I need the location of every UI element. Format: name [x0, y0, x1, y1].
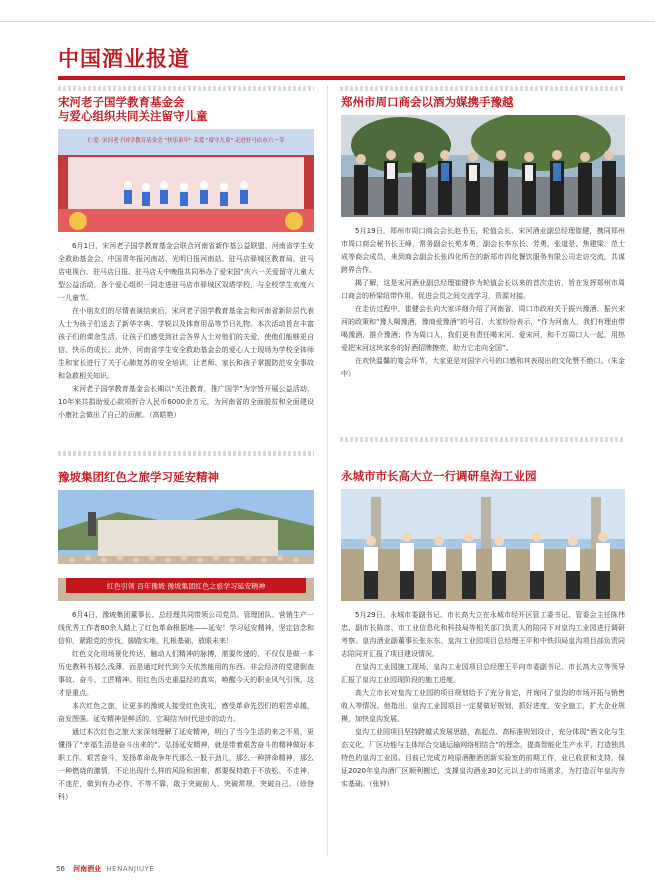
article-title: 永城市市长高大立一行调研皇沟工业园 [341, 469, 537, 483]
dash-rule-a4 [340, 437, 625, 442]
paragraph: 在走访过程中，崔健会长向大家详细介绍了河南省、周口市政府关于振兴豫酒、振兴宋河的政策和“豫人喝豫酒，豫商爱豫酒”的号召，大家纷纷表示，“作为河南人，我们有理由带喝豫酒，推介豫酒；作为周口人，我们更有责任喝宋河、爱宋河，和千万周口人一起，用热爱把宋河这块家乡的好酒招牌擦亮，助力它走向全国”。 [341, 305, 625, 352]
paragraph: 5月29日，永城市委副书记、市长高大立在永城市经开区管工委书记、管委会主任陈伟忠、副市长陈彦、市工业信息化和科技局等相关部门负责人的陪同下对皇沟工业园进行调研考察。皇沟酒业副董事长张东东、皇沟工业园项目总经理王平和中铁四局皇沟项目部负责同志陪同并汇报了项目建设情况。 [341, 611, 625, 658]
top-rule [0, 21, 655, 22]
article-photo [58, 490, 314, 601]
article-photo [58, 129, 314, 232]
article-body [58, 240, 314, 422]
paragraph: 5月19日，郑州市周口商会会长赵书玉，轮值会长、宋河酒业副总经理崔健，携同郑州市周口商会秘书长王峰，常务副会长苑本勇，副会长李东长、芳勇、张道是、焦建梁、范士成等商会成员，来到商会副会长张四化所在的新郑市四化餐饮服务有限公司走访交流，共谋跨界合作。 [341, 227, 625, 274]
paragraph: 高大立市长对皇沟工业园的项目规划给予了充分肯定，并询问了皇沟的市场开拓与销售收入等情况。他指出，皇沟工业园项目一定要做好规划，抓好进度，安全施工，扩大企业规模，加快皇沟发展。 [341, 689, 625, 723]
article-body [341, 609, 625, 791]
paragraph: 通过本次红色之旅大家深刻理解了延安精神，明白了当今生活的来之不易，更懂得了“幸福生活是奋斗出来的”。弘扬延安精神，就是带着艰苦奋斗的精神做好本职工作。艰苦奋斗，发扬革命战争年代那么一股干劲儿，那么一种拼命精神，那么一种燃烧的激情，不论出现什么样的风险和困难，都要保持敢于不放松、不走神，不迷茫，做到有办必作、不等不靠，敢于突破前人、突破常规，突破自己。（徐登科） [58, 728, 314, 801]
paragraph: 揭了解，这是宋河酒业副总经理崔健作为轮值会长以来的首次走访，旨在发挥郑州市周口商会的桥梁纽带作用，促进会员之间交流学习，资源对接。 [341, 279, 625, 300]
section-title: 中国酒业报道 [58, 47, 190, 71]
article-photo [341, 489, 625, 601]
dash-rule-a2 [340, 86, 625, 91]
paragraph: 皇沟工业园项目坚持跨越式发展思路，高起点、高标准规划设计，充分体现“酒文化与生态文化，厂区功能与主体综合交通运输网络相结合”的理念，提高智能化生产水平，打造独具特色的皇沟工业园。目前已完成万吨原酒酿酒创新实验室的前期工作，业已收获和支持，保证2020年皇沟酒厂区顺利搬迁，支撑皇沟酒业30亿元以上的市场需求，为打造百年皇沟夯实基础。（张钟） [341, 728, 625, 788]
article-title: 郑州市周口商会以酒为媒携手豫越 [341, 95, 514, 109]
article-zhoukou-chamber [341, 95, 625, 381]
paragraph: 在皇沟工业园施工现场，皇沟工业园项目总经理王平向市委副书记、市长高大立等领导汇报了皇沟工业园现阶段的施工进度。 [341, 663, 625, 684]
dash-rule-a1 [58, 86, 314, 91]
paragraph: 本次红色之旅，让更多的豫坡人接受红色洗礼，感受革命先烈们的艰苦卓越，奋发图强。延安精神是鲜活的，它凝结为时代进步的动力。 [58, 702, 314, 723]
article-body [341, 225, 625, 381]
article-songhe-children [58, 95, 314, 422]
paragraph: 6月4日，豫坡集团董事长、总经理共同带领公司党员、管理团队、营销生产一线优秀工作者80余人踏上了红色革命根据地——延安！学习延安精神，坚定信念和信仰，紧跟党的步伐，脚踏实地，扎根基础，放眼未来！ [58, 611, 314, 645]
page-number: 56 [56, 865, 65, 873]
paragraph: 6月1日，宋河老子国学教育基金会联合河南省新作基公益联盟、河南省学生安全救助基金会、中国青年报河南站、光明日报河南站、驻马店驿城区教育局、驻马店电视台、驻马店日报、驻马店天中晚报共同举办了爱宋国“庆六一关爱留守儿童大型公益活动，各个爱心组织一同走进驻马店市驿城区双塔学校，与全校学生欢度六一儿童节。 [58, 242, 314, 302]
article-body [58, 609, 314, 804]
article-yupo-red-tour [58, 470, 314, 804]
section-title-rule [58, 76, 625, 80]
magazine-brand-en: HENANJIUYE [106, 865, 155, 873]
article-title: 宋河老子国学教育基金会 与爱心组织共同关注留守儿童 [58, 95, 208, 123]
photo-banner-text: 仁爱· 宋河老子国学教育基金会 "快乐童年" 关爱 "留守儿童" 走进驻马店市六一节 [87, 138, 285, 144]
dash-rule-a3 [58, 451, 314, 456]
photo-banner-text: 红色引领 百年豫坡·豫坡集团红色之旅学习延安精神 [106, 582, 266, 591]
article-photo [341, 115, 625, 217]
paragraph: 红色文化用场景化传达，触动人们精神的脉搏，需要传递的，不仅仅是做一本历史教科书那么浅薄，而是通过时代到今天依然能用的东西。非会经济的党建倒查事故、奋斗、工匠精神。用红色历史重温经的真实，唤醒今天的职业风气引领，这才是重点。 [58, 650, 314, 697]
page-footer [56, 864, 154, 874]
paragraph: 在欢快温馨的宴会环节，大家更是对国字六号的口感和其表现出的文化赞不绝口。（朱金中） [341, 357, 625, 378]
paragraph: 在小朋友们的尽情表演结束后，宋河老子国学教育基金会和河南省新阶层代表人士为孩子们送去了新华字典、学锐以及体育用品等节日礼物。本次活动旨在丰富孩子们的课余生活，让孩子们感受到社会各界人士对他们的关爱，使他们能够更自信、快乐的成长。此外，河南省学生安全救助基金会的爱心人士现场为学校全体师生和家长进行了关于心肺复苏的安全培训，让老师、家长和孩子掌握防范安全事故和急救相关知识。 [58, 307, 314, 380]
article-yongcheng-mayor [341, 469, 625, 791]
article-title: 豫坡集团红色之旅学习延安精神 [58, 470, 219, 484]
column-divider [327, 86, 328, 856]
magazine-brand-cn: 河南酒业 [73, 865, 102, 873]
paragraph: 宋河老子国学教育基金会长期以“关注教育，推广国学”为宗旨开展公益活动，10年来共捐助爱心款项折合人民币6000余万元，为河南省的全面脱贫和全面建设小康社会做出了自己的贡献。（高皓艳） [58, 385, 314, 419]
